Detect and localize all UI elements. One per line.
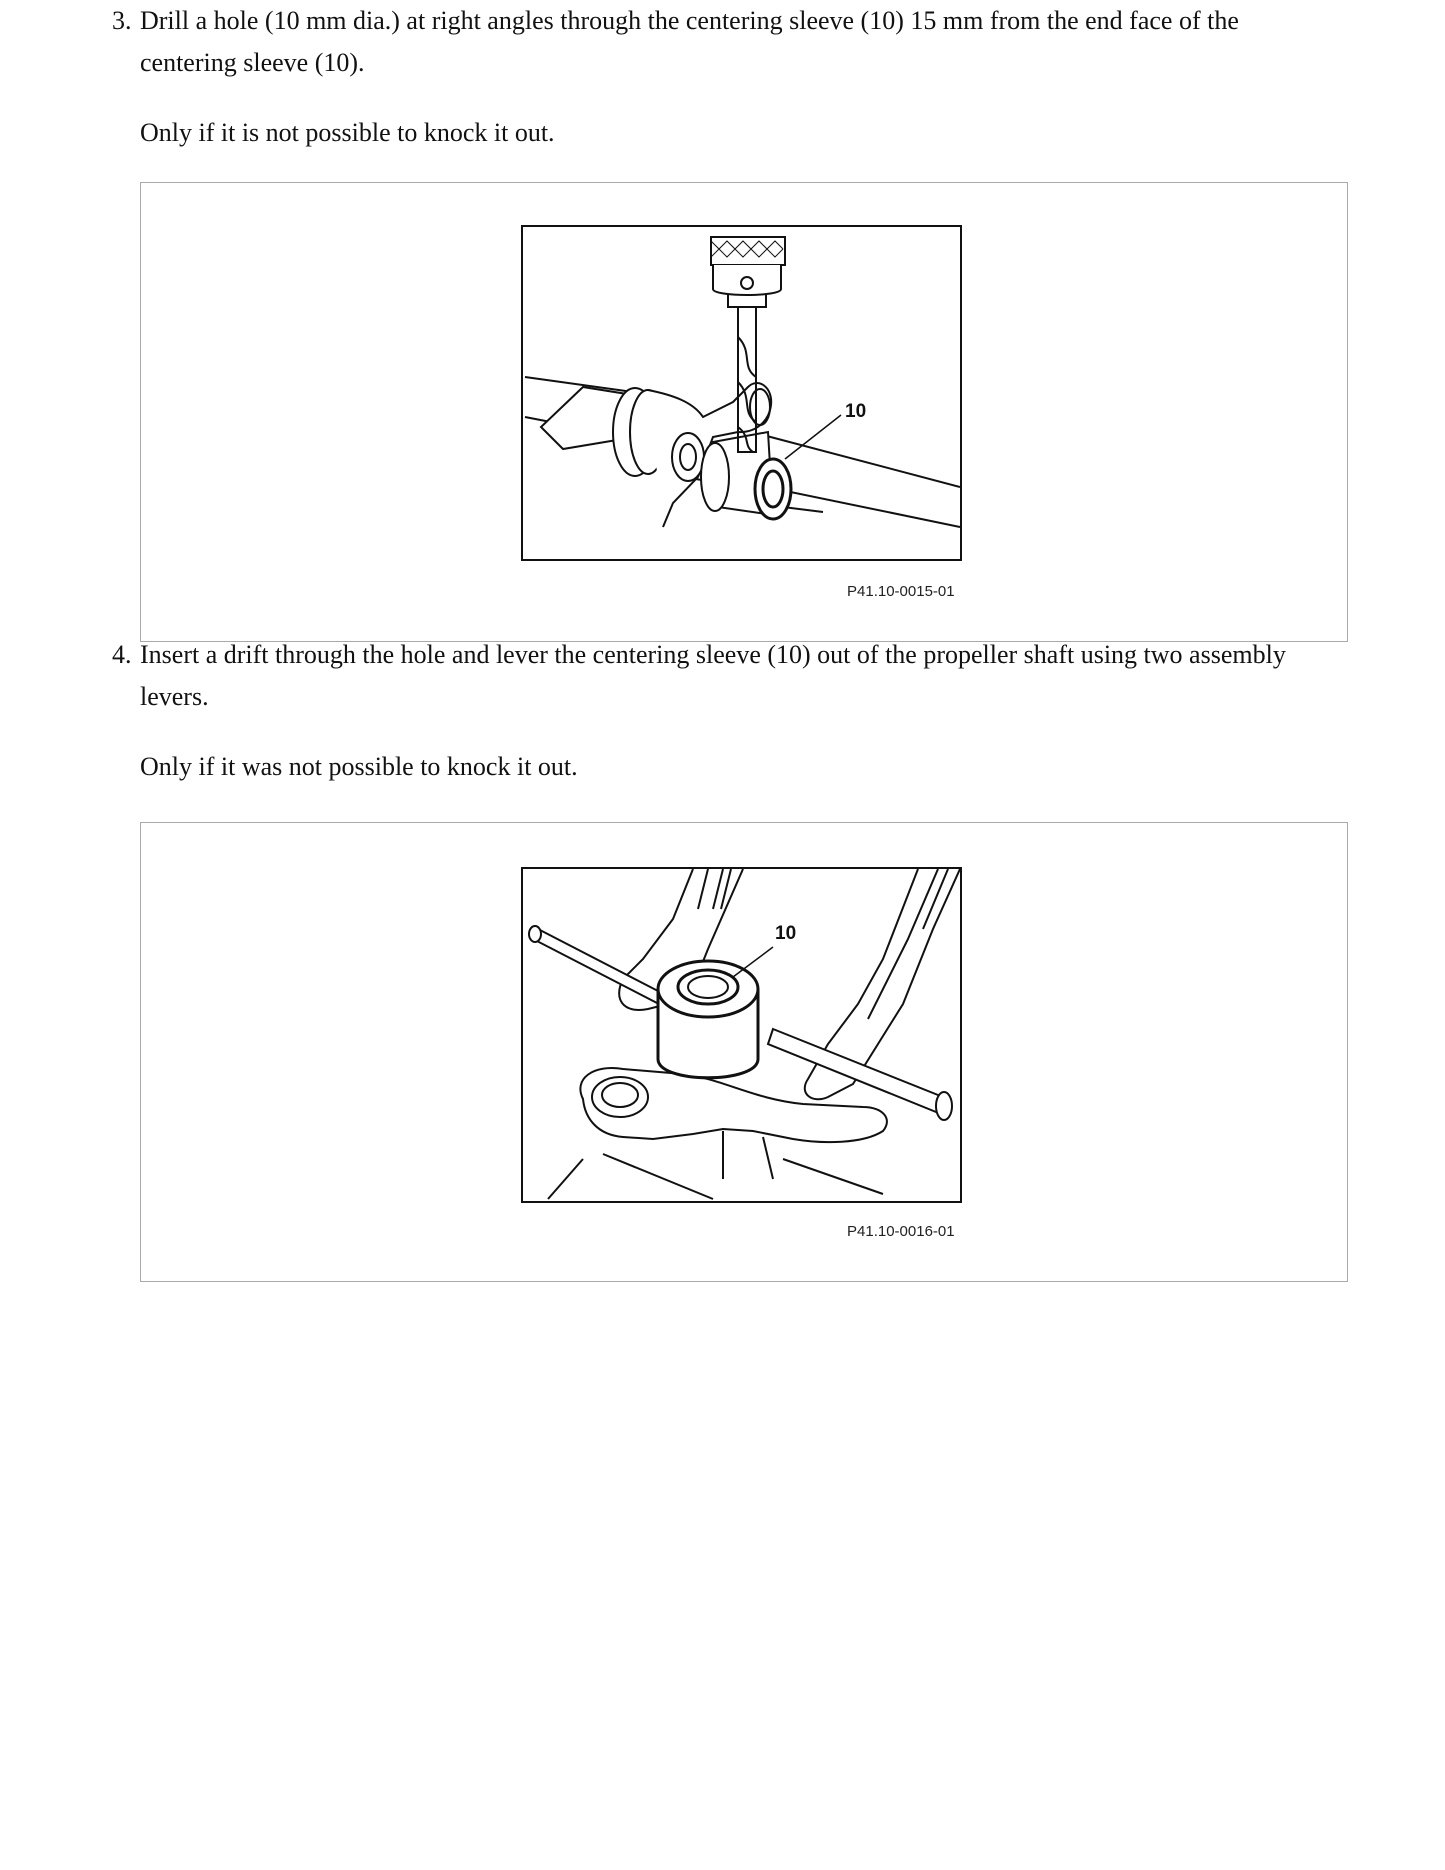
step-text-line-2: centering sleeve (10). (140, 48, 365, 77)
lever-sleeve-drawing (523, 869, 960, 1201)
step-number: 3. (112, 6, 132, 35)
drill-illustration (521, 225, 962, 561)
figure-code: P41.10-0015-01 (847, 583, 955, 600)
step-note: Only if it is not possible to knock it out. (140, 118, 555, 147)
callout-label: 10 (775, 923, 797, 944)
figure-code: P41.10-0016-01 (847, 1223, 955, 1240)
drill-sleeve-drawing (523, 227, 960, 559)
step-text-line-2: levers. (140, 682, 209, 711)
step-note: Only if it was not possible to knock it out. (140, 752, 578, 781)
figure-box (140, 822, 1348, 1282)
figure-box (140, 182, 1348, 642)
step-text-line-1: Drill a hole (10 mm dia.) at right angles through the centering sleeve (10) 15 mm from the end face of the (140, 6, 1239, 35)
step-number: 4. (112, 640, 132, 669)
lever-illustration (521, 867, 962, 1203)
callout-label: 10 (845, 401, 867, 422)
step-text-line-1: Insert a drift through the hole and lever the centering sleeve (10) out of the propeller shaft using two assembly (140, 640, 1286, 669)
